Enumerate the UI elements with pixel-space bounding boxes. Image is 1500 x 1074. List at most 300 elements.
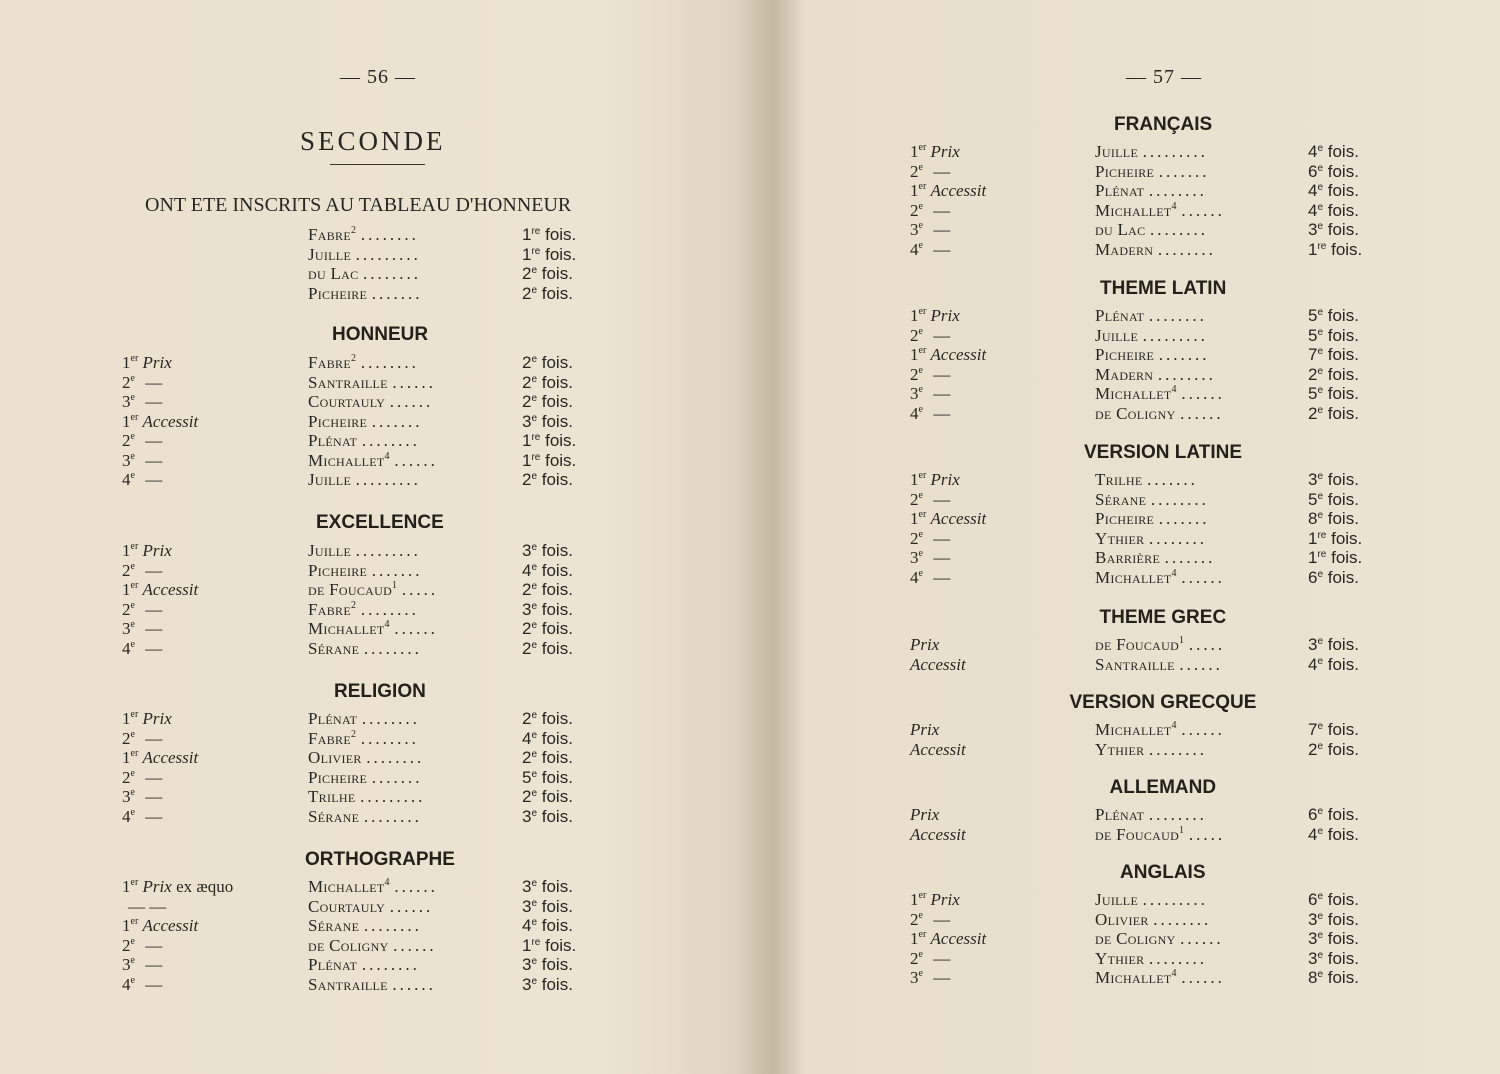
times-word: fois. xyxy=(1323,403,1359,423)
student-entry xyxy=(1095,720,1292,740)
times-word: fois. xyxy=(537,767,573,787)
dot-leader: ...... xyxy=(392,372,436,392)
times-suffix: re xyxy=(531,451,541,463)
rank-ordinal-suffix: er xyxy=(130,916,139,927)
student-name: Santraille xyxy=(1095,654,1175,674)
times-number: 5 xyxy=(1308,384,1318,403)
student-entry xyxy=(308,451,506,471)
list-item xyxy=(0,805,1500,825)
dot-leader: ...... xyxy=(389,392,434,411)
student-name: Juille xyxy=(1095,890,1139,909)
student-entry xyxy=(1095,529,1292,549)
times-suffix: re xyxy=(531,245,541,257)
times-suffix: e xyxy=(531,749,538,760)
dot-leader: ........ xyxy=(360,353,419,372)
rank-ordinal-suffix: er xyxy=(130,877,139,888)
student-entry xyxy=(1095,404,1292,424)
dot-leader: ......... xyxy=(1142,142,1208,161)
dot-leader: ........ xyxy=(363,264,421,283)
times-count xyxy=(1308,635,1359,655)
times-suffix: re xyxy=(531,226,541,237)
student-name: de Foucaud xyxy=(1095,824,1180,844)
student-name: Ythier xyxy=(1095,739,1145,759)
rank-ordinal: 1 xyxy=(122,748,131,767)
list-item xyxy=(0,949,1500,969)
dot-leader: ........ xyxy=(363,806,422,826)
rank-kind: — xyxy=(145,955,163,974)
rank-ordinal: 2 xyxy=(910,161,919,181)
list-item xyxy=(0,404,1500,424)
rank-ordinal: 3 xyxy=(910,220,919,239)
dot-leader: ........ xyxy=(1157,239,1216,259)
rank-label xyxy=(910,509,986,529)
list-item xyxy=(0,968,1500,988)
times-suffix: re xyxy=(1317,529,1327,541)
rank-kind: — xyxy=(933,239,951,259)
rank-label xyxy=(910,655,966,675)
student-name: du Lac xyxy=(308,264,359,283)
rank-kind: — xyxy=(933,909,951,929)
rank-kind: — xyxy=(145,560,163,580)
rank-kind: — xyxy=(933,364,951,384)
times-number: 2 xyxy=(522,470,532,489)
times-word: fois. xyxy=(1323,824,1359,844)
times-count xyxy=(1308,655,1359,675)
times-number: 4 xyxy=(1308,200,1318,220)
times-suffix: e xyxy=(531,265,538,276)
times-word: fois. xyxy=(537,541,573,560)
rank-kind: Prix xyxy=(910,635,940,654)
student-entry xyxy=(1095,890,1292,910)
times-suffix: e xyxy=(1317,949,1324,961)
times-suffix: re xyxy=(531,432,541,443)
times-number: 3 xyxy=(522,955,532,974)
list-item xyxy=(0,740,1500,760)
list-item xyxy=(0,181,1500,201)
times-count xyxy=(522,787,573,807)
times-suffix: e xyxy=(531,412,538,424)
rank-ordinal: 1 xyxy=(910,509,919,528)
page-title: SECONDE xyxy=(300,126,446,156)
student-name: Ythier xyxy=(1095,528,1145,548)
times-word: fois. xyxy=(537,264,573,283)
rank-ordinal-suffix: er xyxy=(918,181,927,192)
student-name: Michallet xyxy=(308,619,385,638)
section-heading: ANGLAIS xyxy=(1120,862,1206,883)
times-word: fois. xyxy=(1323,720,1359,739)
list-item xyxy=(0,825,1500,845)
student-entry xyxy=(1095,929,1292,949)
student-name: Juille xyxy=(308,470,352,489)
rank-ordinal: 2 xyxy=(122,767,131,787)
student-name: de Foucaud xyxy=(308,580,393,599)
student-name: Barrière xyxy=(1095,548,1161,567)
student-name: Santraille xyxy=(308,372,388,392)
rank-ordinal: 2 xyxy=(910,325,919,345)
list-item xyxy=(0,720,1500,740)
times-count xyxy=(1308,910,1359,930)
rank-kind: — xyxy=(145,470,163,489)
rank-kind: Accessit xyxy=(910,824,966,844)
student-entry xyxy=(1095,326,1292,346)
rank-label xyxy=(910,490,950,510)
student-name: Madern xyxy=(1095,364,1154,384)
list-item xyxy=(0,306,1500,326)
rank-kind: Prix xyxy=(142,541,172,560)
rank-label xyxy=(910,326,950,346)
rank-ordinal-suffix: e xyxy=(130,638,135,650)
dot-leader: ....... xyxy=(1158,161,1210,181)
times-number: 2 xyxy=(522,709,532,728)
rank-ordinal-suffix: e xyxy=(130,974,135,986)
dot-leader: ......... xyxy=(1142,325,1208,345)
student-entry xyxy=(1095,181,1292,201)
times-count xyxy=(1308,740,1359,760)
student-entry xyxy=(1095,568,1292,588)
times-word: fois. xyxy=(537,806,573,826)
dot-leader: ........ xyxy=(361,431,420,450)
rank-kind: Accessit xyxy=(142,580,199,599)
times-count xyxy=(1308,968,1359,988)
times-word: fois. xyxy=(1323,948,1359,968)
rank-ordinal-suffix: e xyxy=(918,489,923,501)
times-suffix: e xyxy=(1317,930,1324,941)
dot-leader: ...... xyxy=(1181,384,1225,403)
student-name: de Coligny xyxy=(308,935,389,955)
times-number: 6 xyxy=(1308,161,1318,181)
student-entry xyxy=(1095,655,1292,675)
times-word: fois. xyxy=(537,896,573,916)
times-number: 3 xyxy=(522,541,532,560)
times-number: 1 xyxy=(1308,239,1318,259)
dot-leader: ......... xyxy=(355,244,421,264)
times-number: 4 xyxy=(1308,181,1318,200)
times-suffix: e xyxy=(1317,471,1324,482)
times-suffix: e xyxy=(531,542,538,553)
times-number: 1 xyxy=(522,935,532,955)
times-number: 4 xyxy=(1308,142,1318,161)
times-number: 3 xyxy=(522,974,532,994)
dot-leader: ...... xyxy=(1179,654,1223,674)
footnote-marker: 4 xyxy=(1171,384,1177,395)
rank-kind: — xyxy=(145,638,163,658)
rank-ordinal-suffix: e xyxy=(918,403,923,415)
footnote-marker: 1 xyxy=(1179,824,1185,836)
student-name: Trilhe xyxy=(308,787,356,806)
times-word: fois. xyxy=(1323,325,1359,345)
times-number: 6 xyxy=(1308,567,1318,587)
rank-ordinal: 2 xyxy=(122,431,131,450)
times-word: fois. xyxy=(537,599,573,619)
list-item xyxy=(0,768,1500,788)
student-entry xyxy=(1095,740,1292,760)
rank-kind: — xyxy=(933,384,951,403)
footnote-marker: 2 xyxy=(350,225,357,236)
times-number: 3 xyxy=(522,896,532,916)
rank-label xyxy=(122,768,162,788)
dot-leader: ....... xyxy=(371,560,423,580)
rank-ordinal: 1 xyxy=(122,541,131,560)
student-entry xyxy=(1095,345,1292,365)
rank-ordinal: 1 xyxy=(910,306,919,325)
student-name: Michallet xyxy=(1095,720,1172,739)
times-number: 3 xyxy=(522,877,532,896)
times-count xyxy=(1308,509,1359,529)
rank-ordinal-suffix: e xyxy=(918,528,923,540)
rank-ordinal-suffix: e xyxy=(130,470,135,481)
section-heading: VERSION GRECQUE xyxy=(1069,692,1257,713)
rank-ordinal-suffix: er xyxy=(918,470,927,481)
rank-kind: — xyxy=(933,489,951,509)
times-word: fois. xyxy=(1323,142,1359,161)
times-word: fois. xyxy=(537,955,573,974)
times-count xyxy=(522,284,573,304)
rank-kind: Prix xyxy=(910,805,940,824)
times-suffix: e xyxy=(1317,346,1324,357)
times-number: 2 xyxy=(522,264,532,283)
student-entry xyxy=(1095,825,1292,845)
rank-ordinal-suffix: er xyxy=(130,709,139,720)
student-name: Trilhe xyxy=(1095,470,1143,489)
rank-kind: — xyxy=(933,200,951,220)
rank-kind: Accessit xyxy=(142,411,199,431)
times-suffix: e xyxy=(1317,385,1324,396)
list-item xyxy=(0,600,1500,620)
times-count xyxy=(1308,345,1359,365)
section-heading: EXCELLENCE xyxy=(316,512,444,533)
rank-ordinal-suffix: e xyxy=(918,239,923,251)
times-suffix: e xyxy=(1317,326,1324,338)
page-number-right: — 57 — xyxy=(1126,66,1202,88)
student-name: Fabre xyxy=(308,225,351,244)
rank-kind: Prix xyxy=(930,890,960,909)
times-number: 2 xyxy=(1308,403,1318,423)
times-suffix: e xyxy=(1317,182,1324,193)
times-word: fois. xyxy=(1323,489,1359,509)
rank-ordinal-suffix: e xyxy=(918,567,923,579)
times-word: fois. xyxy=(1323,384,1359,403)
times-number: 1 xyxy=(1308,528,1318,548)
student-entry xyxy=(1095,365,1292,385)
student-name: Plénat xyxy=(308,709,358,728)
list-item xyxy=(0,142,1500,162)
rank-kind: Accessit xyxy=(142,916,199,935)
dot-leader: ........ xyxy=(1148,739,1207,759)
rank-label xyxy=(122,431,162,451)
times-number: 5 xyxy=(522,767,532,787)
section-heading: ORTHOGRAPHE xyxy=(305,849,455,870)
rank-kind: — xyxy=(933,403,951,423)
footnote-marker: 2 xyxy=(350,728,357,740)
times-word: fois. xyxy=(1323,200,1359,220)
rank-ordinal: 2 xyxy=(122,372,131,392)
dot-leader: ........ xyxy=(360,728,419,748)
dot-leader: ....... xyxy=(1164,548,1216,567)
times-number: 2 xyxy=(522,372,532,392)
section-heading: RELIGION xyxy=(334,681,426,702)
dot-leader: ....... xyxy=(1147,470,1198,489)
rank-label xyxy=(910,568,950,588)
times-word: fois. xyxy=(1323,345,1359,364)
rank-ordinal: 1 xyxy=(910,470,919,489)
rank-kind: — xyxy=(145,787,163,806)
times-number: 4 xyxy=(1308,654,1318,674)
rank-kind: Accessit xyxy=(910,654,966,674)
times-suffix: e xyxy=(531,393,538,404)
times-word: fois. xyxy=(540,450,577,470)
student-name: Plénat xyxy=(1095,181,1145,200)
rank-kind: — xyxy=(145,974,163,994)
times-word: fois. xyxy=(537,877,573,896)
footnote-marker: 4 xyxy=(1171,720,1177,731)
rank-ordinal: 3 xyxy=(122,955,131,974)
dot-leader: ........ xyxy=(361,955,420,974)
dot-leader: ..... xyxy=(1188,635,1226,654)
rank-ordinal: 1 xyxy=(910,345,919,364)
rank-label xyxy=(910,805,939,825)
list-item xyxy=(0,384,1500,404)
dot-leader: ....... xyxy=(371,411,423,431)
times-word: fois. xyxy=(1323,635,1359,654)
times-word: fois. xyxy=(1323,306,1359,325)
times-suffix: e xyxy=(531,768,538,780)
rank-ordinal-suffix: e xyxy=(130,806,135,818)
student-name: Sérane xyxy=(308,916,360,935)
student-name: Sérane xyxy=(308,638,360,658)
list-item xyxy=(0,365,1500,385)
times-suffix: e xyxy=(1317,721,1324,732)
list-item xyxy=(0,284,1500,304)
rank-ordinal-suffix: e xyxy=(130,787,135,798)
rank-label xyxy=(910,949,950,969)
student-name: Michallet xyxy=(1095,384,1172,403)
rank-ordinal: 3 xyxy=(122,787,131,806)
dot-leader: ....... xyxy=(371,283,423,303)
rank-kind: Accessit xyxy=(930,345,987,364)
times-suffix: e xyxy=(531,561,538,573)
student-name: Fabre xyxy=(308,353,351,372)
times-word: fois. xyxy=(537,787,573,806)
rank-ordinal: 4 xyxy=(122,470,131,489)
rank-label xyxy=(910,825,966,845)
times-suffix: e xyxy=(1317,162,1324,174)
footnote-marker: 4 xyxy=(384,450,390,462)
list-item xyxy=(0,890,1500,910)
rank-kind: — — xyxy=(128,896,167,916)
student-entry xyxy=(1095,306,1292,326)
rank-label xyxy=(910,740,966,760)
student-name: Courtauly xyxy=(308,392,386,411)
times-number: 3 xyxy=(1308,635,1318,654)
rank-kind: — xyxy=(145,728,163,748)
student-name: Michallet xyxy=(1095,968,1172,987)
rank-label xyxy=(910,910,950,930)
rank-ordinal-suffix: er xyxy=(130,353,139,364)
dot-leader: ....... xyxy=(1158,509,1210,528)
student-entry xyxy=(1095,805,1292,825)
times-suffix: e xyxy=(1317,365,1324,377)
times-suffix: e xyxy=(531,581,538,592)
rank-ordinal-suffix: er xyxy=(918,345,927,356)
student-name: Michallet xyxy=(308,450,385,470)
times-number: 2 xyxy=(522,748,532,767)
section-heading: THEME GREC xyxy=(1099,607,1227,628)
rank-ordinal-suffix: er xyxy=(918,142,927,153)
times-suffix: e xyxy=(531,354,538,365)
times-word: fois. xyxy=(537,580,573,599)
times-suffix: e xyxy=(531,975,538,987)
times-word: fois. xyxy=(537,392,573,411)
rank-ordinal: 1 xyxy=(910,181,919,200)
rank-ordinal: 3 xyxy=(910,548,919,567)
rank-ordinal: 3 xyxy=(122,450,131,470)
student-entry xyxy=(1095,910,1292,930)
times-number: 2 xyxy=(522,353,532,372)
rank-ordinal-suffix: e xyxy=(918,948,923,960)
times-number: 2 xyxy=(522,638,532,658)
student-name: Michallet xyxy=(1095,200,1172,220)
tableau-heading: ONT ETE INSCRITS AU TABLEAU D'HONNEUR xyxy=(145,194,572,216)
times-number: 1 xyxy=(522,450,532,470)
dot-leader: ........ xyxy=(363,638,422,658)
dot-leader: ...... xyxy=(1181,720,1225,739)
footnote-marker: 4 xyxy=(384,877,390,888)
times-number: 3 xyxy=(1308,470,1318,489)
rank-label xyxy=(910,384,950,404)
student-name: Madern xyxy=(1095,239,1154,259)
list-item xyxy=(0,220,1500,240)
rank-ordinal: 4 xyxy=(910,567,919,587)
times-word: fois. xyxy=(537,709,573,728)
student-entry xyxy=(1095,220,1292,240)
student-entry xyxy=(1095,949,1292,969)
times-suffix: e xyxy=(1317,404,1324,416)
times-number: 4 xyxy=(522,560,532,580)
rank-kind: — xyxy=(933,948,951,968)
rank-ordinal: 4 xyxy=(122,974,131,994)
times-count xyxy=(1308,326,1359,346)
dot-leader: ........ xyxy=(360,225,419,244)
dot-leader: ........ xyxy=(1148,528,1207,548)
times-suffix: e xyxy=(531,788,538,799)
times-count xyxy=(522,451,576,471)
times-number: 5 xyxy=(1308,306,1318,325)
times-word: fois. xyxy=(540,935,577,955)
footnote-marker: 4 xyxy=(1171,968,1177,979)
rank-ordinal-suffix: er xyxy=(130,541,139,552)
rank-ordinal-suffix: er xyxy=(918,929,927,940)
student-name: Sérane xyxy=(308,806,360,826)
times-suffix: e xyxy=(531,917,538,928)
times-suffix: e xyxy=(1317,636,1324,647)
footnote-marker: 1 xyxy=(1179,635,1185,646)
times-number: 3 xyxy=(1308,948,1318,968)
rank-ordinal: 2 xyxy=(122,728,131,748)
dot-leader: ......... xyxy=(355,541,421,560)
times-word: fois. xyxy=(1326,239,1363,259)
times-count xyxy=(1308,201,1359,221)
times-count xyxy=(522,768,573,788)
times-number: 4 xyxy=(522,728,532,748)
rank-ordinal-suffix: er xyxy=(130,748,139,759)
list-item xyxy=(0,431,1500,451)
list-item xyxy=(0,470,1500,490)
dot-leader: ...... xyxy=(1180,929,1224,948)
times-number: 4 xyxy=(1308,824,1318,844)
dot-leader: ..... xyxy=(401,580,439,599)
rank-ordinal-suffix: e xyxy=(130,560,135,572)
times-word: fois. xyxy=(540,431,577,450)
